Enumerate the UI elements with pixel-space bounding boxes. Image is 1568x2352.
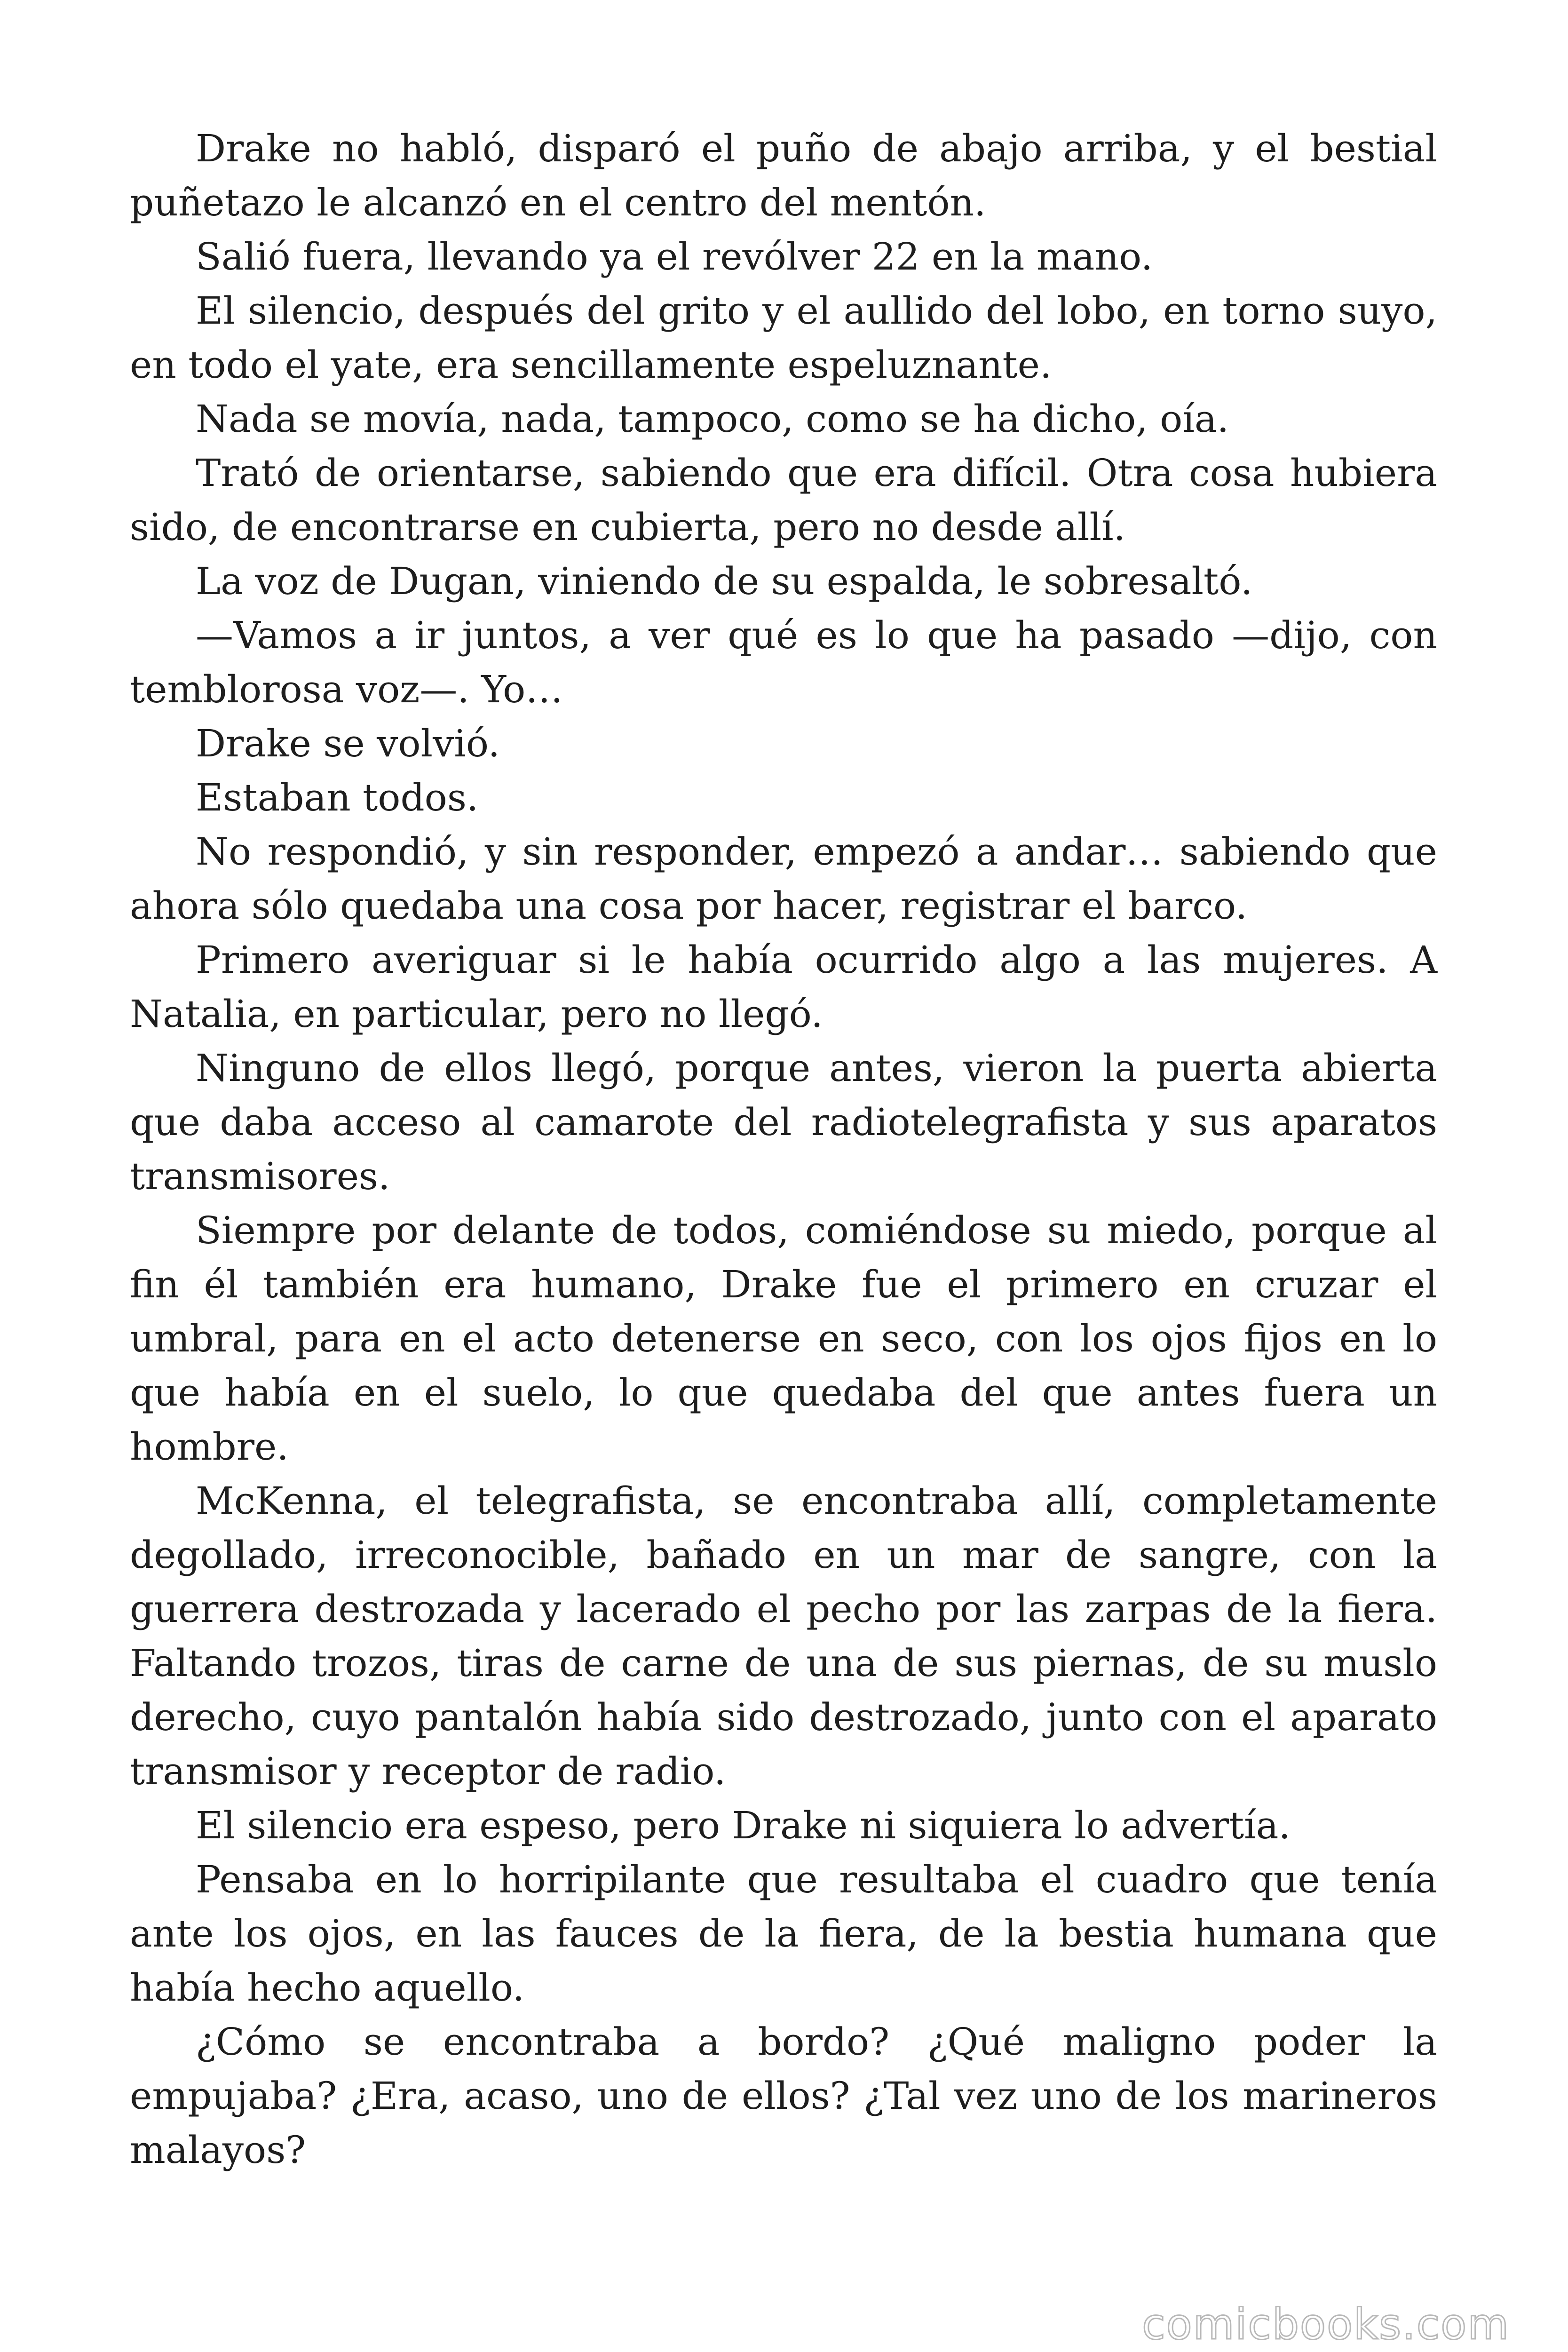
paragraph: Drake se volvió.	[196, 722, 500, 765]
paragraph: Siempre por delante de todos, comiéndose su miedo, porque al fin él también era humano, Drake fue el primero en cruzar el umbral, para en el acto detenerse en seco, con los ojos fijos en lo que había en el suelo, lo que quedaba del que antes fuera un hombre.	[130, 1208, 1437, 1469]
paragraph: —Vamos a ir juntos, a ver qué es lo que ha pasado —dijo, con temblorosa voz—. Yo…	[130, 613, 1437, 711]
paragraph: El silencio, después del grito y el aullido del lobo, en torno suyo, en todo el yate, era sencillamente espeluznante.	[130, 289, 1437, 387]
paragraph: Nada se movía, nada, tampoco, como se ha dicho, oía.	[196, 397, 1229, 441]
paragraph: No respondió, y sin responder, empezó a andar… sabiendo que ahora sólo quedaba una cosa por hacer, registrar el barco.	[130, 830, 1437, 928]
paragraph: Ninguno de ellos llegó, porque antes, vieron la puerta abierta que daba acceso al camarote del radiotelegrafista y sus aparatos transmisores.	[130, 1046, 1437, 1198]
paragraph: Salió fuera, llevando ya el revólver 22 en la mano.	[196, 235, 1153, 278]
paragraph: El silencio era espeso, pero Drake ni siquiera lo advertía.	[196, 1804, 1291, 1847]
paragraph: Trató de orientarse, sabiendo que era difícil. Otra cosa hubiera sido, de encontrarse en cubierta, pero no desde allí.	[130, 451, 1437, 549]
paragraph: ¿Cómo se encontraba a bordo? ¿Qué maligno poder la empujaba? ¿Era, acaso, uno de ellos? ¿Tal vez uno de los marineros malayos?	[130, 2020, 1437, 2172]
paragraph: Estaban todos.	[196, 776, 479, 819]
body-text	[130, 121, 1437, 2177]
paragraph: Pensaba en lo horripilante que resultaba el cuadro que tenía ante los ojos, en las fauces de la fiera, de la bestia humana que había hecho aquello.	[130, 1858, 1437, 2010]
paragraph: McKenna, el telegrafista, se encontraba allí, completamente degollado, irreconocible, bañado en un mar de sangre, con la guerrera destrozada y lacerado el pecho por las zarpas de la fiera. Faltando trozos, tiras de carne de una de sus piernas, de su muslo derecho, cuyo pantalón había sido destrozado, junto con el aparato transmisor y receptor de radio.	[130, 1479, 1437, 1793]
paragraph: Primero averiguar si le había ocurrido algo a las mujeres. A Natalia, en particular, pero no llegó.	[130, 938, 1437, 1036]
paragraph: Drake no habló, disparó el puño de abajo arriba, y el bestial puñetazo le alcanzó en el centro del mentón.	[130, 127, 1437, 224]
paragraph: La voz de Dugan, viniendo de su espalda, le sobresaltó.	[196, 559, 1253, 603]
watermark: comicbooks.com	[1142, 2300, 1510, 2349]
